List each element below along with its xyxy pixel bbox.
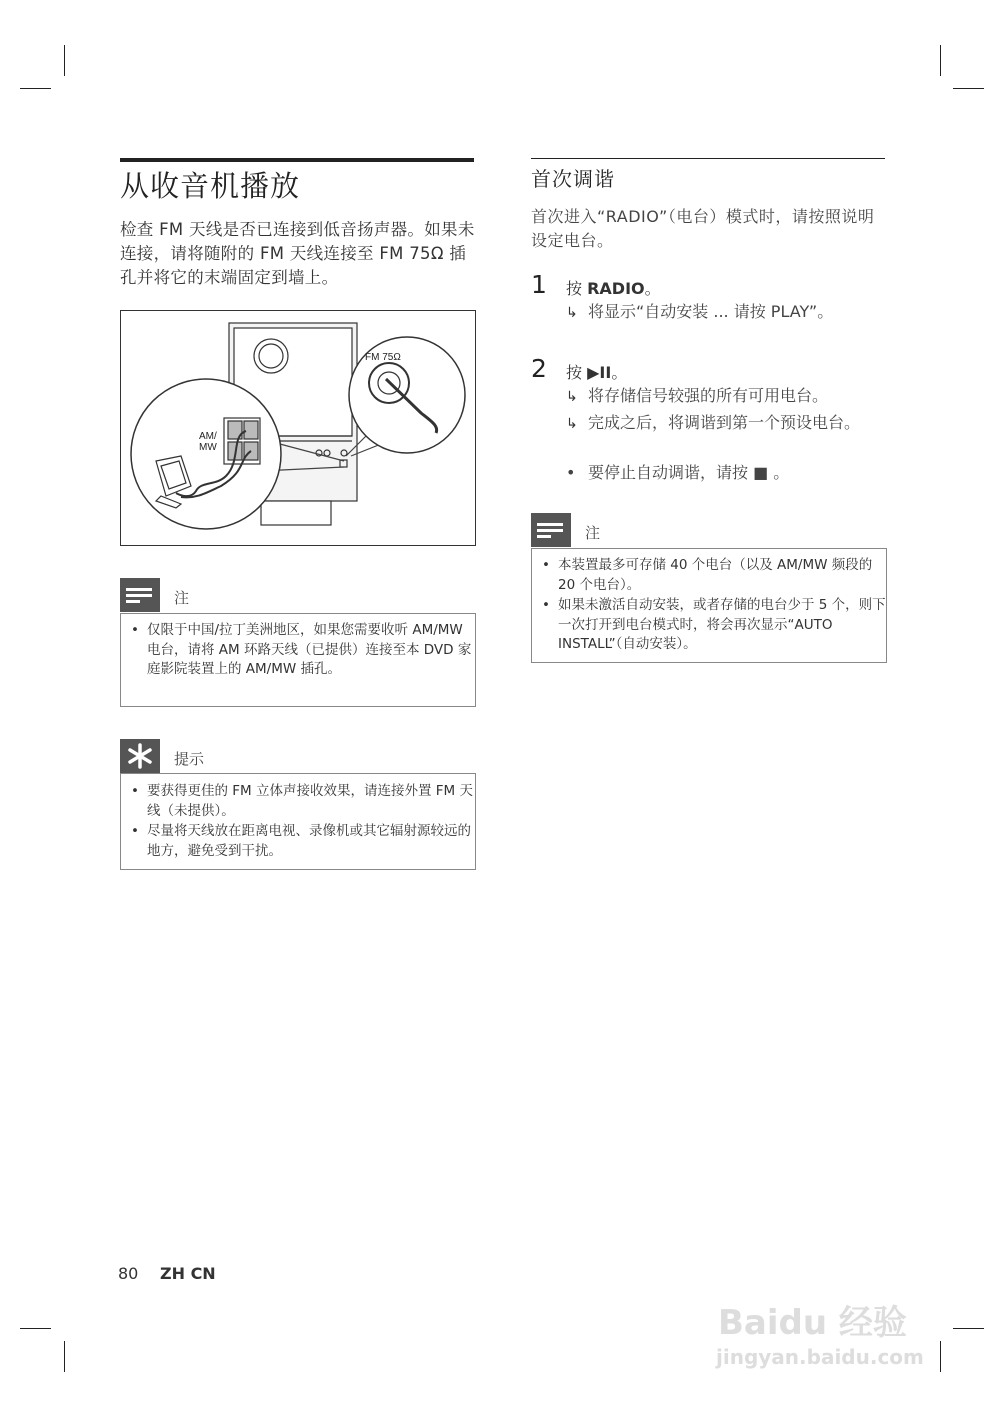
result-arrow-icon: ↳ — [566, 305, 578, 321]
watermark-url: jingyan.baidu.com — [716, 1345, 924, 1369]
note-title: 注 — [585, 524, 601, 542]
note-box — [120, 613, 476, 707]
step-result: ↳ 完成之后，将调谐到第一个预设电台。 — [588, 411, 888, 435]
intro-paragraph: 检查 FM 天线是否已连接到低音扬声器。如果未连接，请将随附的 FM 天线连接至 FM 75Ω 插孔并将它的末端固定到墙上。 — [120, 220, 475, 287]
step-instruction: 按 ▶II。 — [566, 363, 628, 382]
tip-item: • 要获得更佳的 FM 立体声接收效果，请连接外置 FM 天线（未提供）。 — [121, 782, 475, 821]
note-header-block — [120, 578, 160, 612]
step-instruction: 按 RADIO。 — [566, 279, 661, 298]
note-icon — [531, 513, 571, 547]
step-bullet: • 要停止自动调谐，请按 ■ 。 — [588, 461, 888, 485]
step-number: 2 — [531, 354, 547, 383]
watermark-logo: Baidu 经验 — [718, 1303, 907, 1343]
section-heading: 首次调谐 — [531, 158, 885, 192]
note-title: 注 — [174, 589, 190, 607]
note-item: • 本装置最多可存储 40 个电台（以及 AM/MW 频段的 20 个电台）。 — [532, 556, 886, 595]
tip-title: 提示 — [174, 750, 205, 768]
note-icon — [120, 578, 160, 612]
fm-jack-label: FM 75Ω — [365, 352, 401, 363]
antenna-connection-figure — [120, 310, 476, 546]
note-box — [531, 548, 887, 663]
crop-mark — [20, 88, 51, 89]
tip-box — [120, 773, 476, 870]
tip-item: • 尽量将天线放在距离电视、录像机或其它辐射源较远的地方，避免受到干扰。 — [121, 822, 475, 861]
note-item: • 仅限于中国/拉丁美洲地区，如果您需要收听 AM/MW 电台，请将 AM 环路天线（已提供）连接至本 DVD 家庭影院装置上的 AM/MW 插孔。 — [121, 621, 475, 680]
result-arrow-icon: ↳ — [566, 416, 578, 432]
am-jack-label: AM/ — [199, 431, 217, 442]
bullet-icon: • — [566, 463, 576, 482]
crop-mark — [64, 45, 65, 76]
antenna-illustration — [121, 311, 475, 545]
star-icon — [120, 739, 160, 773]
crop-mark — [940, 45, 941, 76]
crop-mark — [64, 1341, 65, 1372]
note-header-block — [531, 513, 571, 547]
language-code: ZH CN — [160, 1264, 216, 1283]
crop-mark — [953, 88, 984, 89]
tip-header-block — [120, 739, 160, 773]
page-number: 80 — [118, 1264, 139, 1283]
result-arrow-icon: ↳ — [566, 389, 578, 405]
crop-mark — [953, 1328, 984, 1329]
step-result: ↳ 将显示“自动安装 ... 请按 PLAY”。 — [588, 300, 888, 324]
step-number: 1 — [531, 270, 547, 299]
crop-mark — [20, 1328, 51, 1329]
section-intro: 首次进入“RADIO”（电台）模式时，请按照说明设定电台。 — [531, 207, 875, 250]
step-result: ↳ 将存储信号较强的所有可用电台。 — [588, 384, 888, 408]
note-item: • 如果未激活自动安装，或者存储的电台少于 5 个，则下一次打开到电台模式时，将会再次显示“AUTO INSTALL”（自动安装）。 — [532, 596, 886, 655]
crop-mark — [940, 1341, 941, 1372]
page-title: 从收音机播放 — [120, 158, 474, 205]
am-jack-label-2: MW — [199, 442, 217, 453]
